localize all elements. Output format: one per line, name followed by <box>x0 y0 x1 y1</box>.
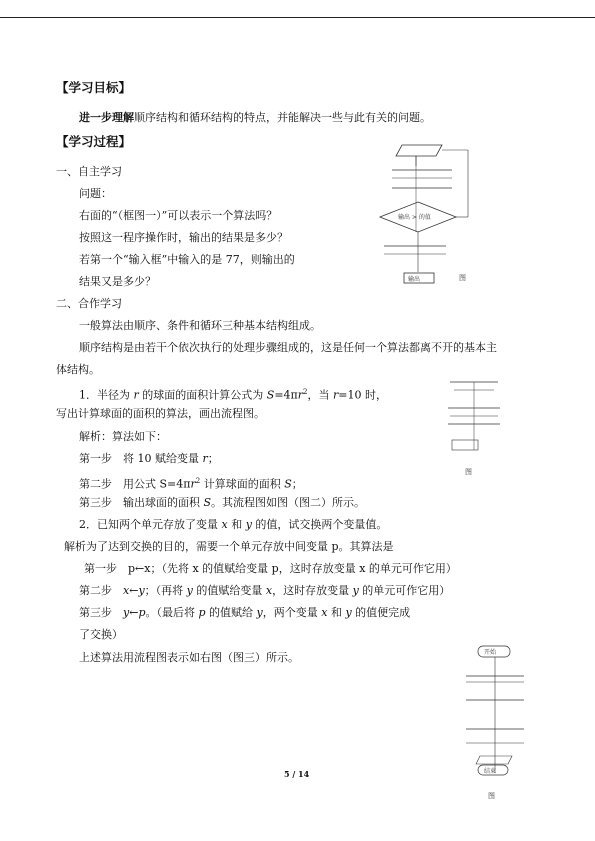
var-y: y <box>123 606 130 619</box>
text: ，两个变量 <box>262 606 322 619</box>
var-r: r <box>190 477 196 491</box>
part1-heading: 一、自主学习 <box>56 165 122 178</box>
var-y: y <box>186 584 193 597</box>
goal-rest: 顺序结构和循环结构的特点，并能解决一些与此有关的问题。 <box>134 111 431 124</box>
fig3-end-label: 结束 <box>484 768 497 775</box>
text: 和 <box>227 518 246 531</box>
text: ； <box>207 452 219 465</box>
var-y: y <box>256 606 263 619</box>
text: 。（最后将 <box>145 606 199 619</box>
text: 2．已知两个单元存放了变量 <box>79 518 222 531</box>
example2-question <box>79 518 387 532</box>
example1-step3 <box>79 496 365 510</box>
var-x: x <box>123 584 130 597</box>
goal-bold: 进一步理解 <box>79 111 134 124</box>
text: 的值赋给变量 <box>192 584 266 597</box>
text: ；（再将 <box>144 584 187 597</box>
var-S: S <box>284 477 292 491</box>
text: 的单元可作它用） <box>358 584 451 597</box>
process-title: 【学习过程】 <box>56 134 132 149</box>
fig1-end-label: 输出 <box>408 276 421 283</box>
example1-solution-intro: 解析：算法如下： <box>79 430 167 443</box>
text: 计算球面的面积 <box>200 477 285 491</box>
flowchart-figure-2 <box>444 378 504 458</box>
example1-question <box>79 385 387 403</box>
example1-question-line2: 写出计算球面的面积的算法，画出流程图。 <box>56 407 265 420</box>
text: 第二步 <box>79 584 123 597</box>
example2-step3-line2: 了交换） <box>79 628 123 641</box>
example2-solution-intro: 解析为了达到交换的目的，需要一个单元存放中间变量 p。其算法是 <box>64 540 394 553</box>
example1-step1 <box>79 452 219 466</box>
superscript: 2 <box>303 388 308 396</box>
fig3-caption: 图 <box>488 792 495 800</box>
text: 的值赋给 <box>205 606 257 619</box>
var-r: r <box>297 388 304 402</box>
text: 第三步 输出球面的面积 <box>79 496 204 509</box>
fig1-decision-label: 输出 > 的值 <box>398 214 431 221</box>
fig2-caption: 图 <box>465 468 472 476</box>
var-p: p <box>138 606 146 619</box>
example2-step1: 第一步 p←x；（先将 x 的值赋给变量 p，这时存放变量 x 的单元可作它用） <box>84 562 457 575</box>
part2-para1: 一般算法由顺序、条件和循环三种基本结构组成。 <box>79 319 321 332</box>
example1-step2 <box>79 474 303 492</box>
var-y: y <box>352 584 359 597</box>
part1-line5: 结果又是多少？ <box>79 275 156 288</box>
example2-step2 <box>79 584 450 598</box>
text: ，当 <box>307 388 333 402</box>
text: 第二步 用公式 S=4π <box>79 477 191 491</box>
text: ，这时存放变量 <box>272 584 353 597</box>
part1-line2: 右面的“（框图一）”可以表示一个算法吗？ <box>79 209 278 222</box>
flowchart-figure-1 <box>372 142 482 292</box>
example2-final: 上述算法用流程图表示如右图（图三）所示。 <box>79 651 299 664</box>
part1-line4: 若第一个“输入框”中输入的是 77，则输出的 <box>79 253 295 266</box>
fig3-start-label: 开始 <box>484 649 497 656</box>
goal-text <box>79 111 431 125</box>
fig1-caption: 图 <box>459 274 466 282</box>
var-y: y <box>245 518 252 531</box>
part1-line3: 按照这一程序操作时，输出的结果是多少？ <box>79 231 288 244</box>
text: 的值，试交换两个变量值。 <box>251 518 388 531</box>
text: ； <box>291 477 303 491</box>
var-p: p <box>198 606 206 619</box>
text: 的值便完成 <box>351 606 411 619</box>
var-r: r <box>202 452 208 465</box>
text: 第三步 <box>79 606 123 619</box>
text: 的球面的面积计算公式为 <box>138 388 267 402</box>
var-x: x <box>265 584 273 597</box>
text: 第一步 将 10 赋给变量 <box>79 452 203 465</box>
text: ← <box>129 606 139 619</box>
var-y: y <box>345 606 352 619</box>
var-S: S <box>203 496 212 509</box>
example2-step3 <box>79 606 410 620</box>
goal-title: 【学习目标】 <box>56 80 132 95</box>
part2-para2a: 顺序结构是由若干个依次执行的处理步骤组成的，这是任何一个算法都离不开的基本主 <box>79 341 497 354</box>
text: 。其流程图如图（图二）所示。 <box>211 496 366 509</box>
text: 1．半径为 <box>79 388 134 402</box>
var-r: r <box>133 388 139 402</box>
text: 和 <box>327 606 346 619</box>
part2-para2b: 体结构。 <box>56 363 100 376</box>
superscript: 2 <box>195 477 201 485</box>
var-y: y <box>138 584 145 597</box>
var-x: x <box>221 518 228 531</box>
header-rule <box>0 17 595 18</box>
part1-line1: 问题： <box>79 187 112 200</box>
text: ← <box>129 584 139 597</box>
var-S: S <box>266 388 275 402</box>
text: =4π <box>274 388 298 402</box>
flowchart-figure-3 <box>462 643 528 783</box>
var-x: x <box>321 606 328 619</box>
page-number: 5 / 14 <box>284 769 310 779</box>
text: =10 时， <box>338 388 387 402</box>
var-r: r <box>333 388 339 402</box>
part2-heading: 二、合作学习 <box>56 297 122 310</box>
